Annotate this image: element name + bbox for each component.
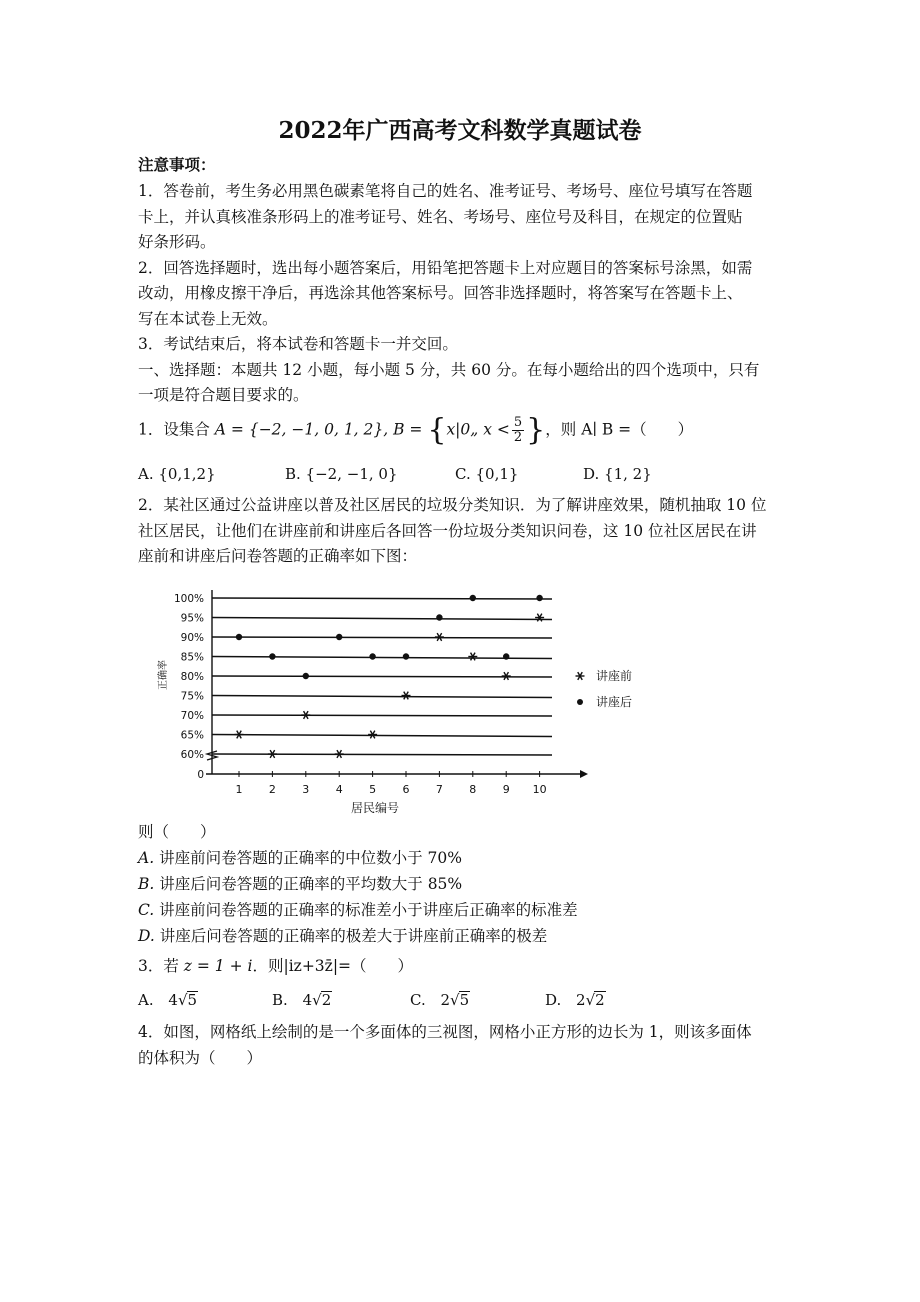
option-letter: A. xyxy=(138,991,154,1009)
notice-line: 2．回答选择题时，选出每小题答案后，用铅笔把答题卡上对应题目的答案标号涂黑，如需 xyxy=(138,259,753,277)
page-title: 2022年广西高考文科数学真题试卷 xyxy=(278,117,642,144)
fraction-denominator: 2 xyxy=(513,430,523,445)
question-1 xyxy=(138,412,694,448)
option-text: 讲座后问卷答题的正确率的平均数大于 85% xyxy=(159,875,463,893)
right-brace-icon: } xyxy=(526,412,546,448)
x-axis-label: 居民编号 xyxy=(350,801,400,815)
option-radicand: 5 xyxy=(459,991,470,1009)
gridline xyxy=(212,637,552,638)
point-after xyxy=(503,653,509,659)
notice-line: 改动，用橡皮擦干净后，再选涂其他答案标号。回答非选择题时，将答案写在答题卡上、 xyxy=(138,284,743,302)
gridline xyxy=(212,735,552,737)
y-axis-label: 正确率 xyxy=(158,660,169,690)
option-text: 讲座后问卷答题的正确率的极差大于讲座前正确率的极差 xyxy=(159,927,548,945)
y-tick-label: 90% xyxy=(180,632,204,644)
y-tick-label: 75% xyxy=(180,690,204,703)
option-coef: 2 xyxy=(440,991,451,1009)
q3-suffix: ．则|iz+3z̄|=（ ） xyxy=(252,957,414,975)
question-3 xyxy=(138,956,413,976)
notice-line: 好条形码。 xyxy=(138,233,216,251)
q1-option-c: C. {0,1} xyxy=(455,465,519,483)
option-coef: 4 xyxy=(168,991,178,1009)
q3-z-expression: z = 1 + i xyxy=(183,957,253,975)
q3-option-c xyxy=(410,990,470,1010)
q3-option-b xyxy=(272,990,332,1010)
q2-option-c xyxy=(138,900,578,920)
axis-break-icon xyxy=(207,751,217,760)
option-letter: C. xyxy=(138,901,155,919)
x-tick-label: 1 xyxy=(235,783,243,796)
x-axis-arrow-icon xyxy=(580,770,588,778)
option-letter: B. xyxy=(272,991,288,1009)
x-tick-label: 10 xyxy=(532,783,547,796)
legend-label: 讲座后 xyxy=(596,695,633,709)
option-letter: B. xyxy=(138,875,155,893)
option-letter: D. xyxy=(138,927,155,945)
x-tick-label: 7 xyxy=(435,783,443,796)
y-tick-label: 100% xyxy=(173,593,204,605)
gridline xyxy=(212,715,552,716)
q3-option-d xyxy=(545,990,606,1010)
point-after xyxy=(536,595,542,601)
accuracy-chart xyxy=(140,575,660,820)
fraction-numerator: 5 xyxy=(513,415,523,430)
y-tick-label: 80% xyxy=(180,671,204,683)
legend-star-icon xyxy=(576,672,585,680)
y-tick-label: 0 xyxy=(197,769,204,781)
legend-label: 讲座前 xyxy=(596,669,633,683)
point-before xyxy=(435,633,444,641)
point-after xyxy=(303,673,309,679)
q1-option-d: D. {1, 2} xyxy=(583,465,652,483)
y-tick-label: 60% xyxy=(180,749,204,761)
q2-option-b xyxy=(138,874,462,894)
gridline xyxy=(212,754,552,755)
x-tick-label: 6 xyxy=(402,783,410,796)
point-before xyxy=(335,750,344,758)
point-after xyxy=(269,653,275,659)
section-heading-cont: 一项是符合题目要求的。 xyxy=(138,386,309,404)
q1-suffix: ，则 A∣ B =（ ） xyxy=(545,420,694,439)
x-tick-label: 9 xyxy=(502,783,510,796)
notice-heading: 注意事项： xyxy=(138,155,216,174)
q1-set-a: A = {−2, −1, 0, 1, 2}, B = xyxy=(214,420,428,439)
notice-line: 卡上，并认真核准条形码上的准考证号、姓名、考场号、座位号及科目，在规定的位置贴 xyxy=(138,208,743,226)
y-tick-label: 70% xyxy=(180,710,204,722)
q4-line: 的体积为（ ） xyxy=(138,1049,263,1067)
option-text: 讲座前问卷答题的正确率的标准差小于讲座后正确率的标准差 xyxy=(159,901,578,919)
point-after xyxy=(236,634,242,640)
y-tick-label: 95% xyxy=(180,612,204,625)
gridline xyxy=(212,696,552,698)
point-before xyxy=(502,672,511,680)
q2-then: 则（ ） xyxy=(138,823,216,841)
sqrt-icon: √ xyxy=(450,991,460,1009)
y-tick-label: 85% xyxy=(180,651,204,664)
point-before xyxy=(268,750,277,758)
option-text: 讲座前问卷答题的正确率的中位数小于 70% xyxy=(159,849,462,867)
point-before xyxy=(368,731,377,739)
q2-option-d xyxy=(138,926,547,946)
q2-line: 2．某社区通过公益讲座以普及社区居民的垃圾分类知识．为了解讲座效果，随机抽取 10 位 xyxy=(138,496,767,514)
left-brace-icon: { xyxy=(427,412,447,448)
q1-fraction xyxy=(512,416,524,445)
q1-option-a: A. {0,1,2} xyxy=(138,465,216,483)
legend-dot-icon xyxy=(577,699,583,705)
option-radicand: 5 xyxy=(187,991,198,1009)
q2-line: 社区居民，让他们在讲座前和讲座后各回答一份垃圾分类知识问卷，这 10 位社区居民在讲 xyxy=(138,522,757,540)
q1-option-b: B. {−2, −1, 0} xyxy=(285,465,398,483)
point-before xyxy=(468,653,477,661)
point-before xyxy=(402,692,411,700)
point-after xyxy=(336,634,342,640)
point-after xyxy=(436,614,442,620)
x-tick-label: 2 xyxy=(268,783,276,796)
section-heading: 一、选择题：本题共 12 小题，每小题 5 分，共 60 分。在每小题给出的四个选项中，只有 xyxy=(138,361,760,379)
q4-line: 4．如图，网格纸上绘制的是一个多面体的三视图，网格小正方形的边长为 1，则该多面体 xyxy=(138,1023,752,1041)
x-tick-label: 5 xyxy=(369,783,377,796)
point-after xyxy=(470,595,476,601)
point-before xyxy=(235,731,244,739)
x-tick-label: 3 xyxy=(302,783,310,796)
gridline xyxy=(212,676,552,677)
option-coef: 2 xyxy=(576,991,586,1009)
x-tick-label: 4 xyxy=(335,783,343,796)
point-after xyxy=(403,653,409,659)
q3-prefix: 3．若 xyxy=(138,957,184,975)
point-before xyxy=(301,711,310,719)
gridline xyxy=(212,618,552,620)
notice-line: 3．考试结束后，将本试卷和答题卡一并交回。 xyxy=(138,335,458,353)
q2-line: 座前和讲座后问卷答题的正确率如下图： xyxy=(138,547,418,565)
sqrt-icon: √ xyxy=(177,991,188,1009)
gridline xyxy=(212,657,552,659)
option-letter: D. xyxy=(545,991,562,1009)
sqrt-icon: √ xyxy=(585,991,596,1009)
y-tick-label: 65% xyxy=(180,729,204,742)
notice-line: 1．答卷前，考生务必用黑色碳素笔将自己的姓名、准考证号、考场号、座位号填写在答题 xyxy=(138,182,753,200)
point-after xyxy=(369,653,375,659)
q1-set-b: x|0„ x < xyxy=(446,420,510,439)
option-letter: A. xyxy=(138,849,155,867)
sqrt-icon: √ xyxy=(312,991,322,1009)
q1-prefix: 1．设集合 xyxy=(138,420,215,439)
option-coef: 4 xyxy=(302,991,313,1009)
option-radicand: 2 xyxy=(595,991,605,1009)
q2-option-a xyxy=(138,848,462,868)
x-tick-label: 8 xyxy=(469,783,477,796)
notice-line: 写在本试卷上无效。 xyxy=(138,310,278,328)
gridline xyxy=(212,598,552,599)
option-letter: C. xyxy=(410,991,426,1009)
q3-option-a xyxy=(138,990,198,1010)
option-radicand: 2 xyxy=(321,991,332,1009)
